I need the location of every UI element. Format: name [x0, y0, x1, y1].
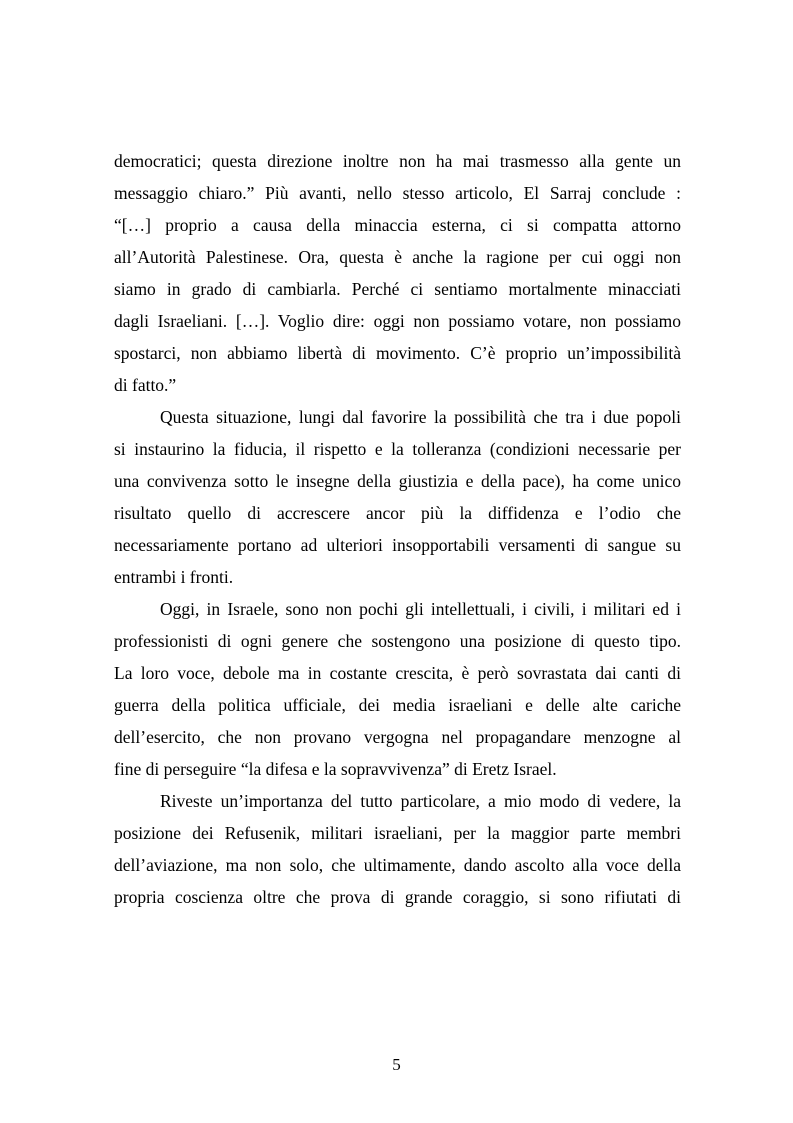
- paragraph: [114, 785, 681, 913]
- text-line: Riveste un’importanza del tutto particolare, a mio modo di vedere, la: [160, 791, 681, 811]
- paragraph: [114, 593, 681, 785]
- text-line: si instaurino la fiducia, il rispetto e la tolleranza (condizioni necessarie per: [114, 439, 681, 459]
- text-line: professionisti di ogni genere che sostengono una posizione di questo tipo.: [114, 631, 681, 651]
- text-line: di fatto.”: [114, 375, 177, 395]
- text-line: Questa situazione, lungi dal favorire la possibilità che tra i due popoli: [160, 407, 681, 427]
- text-line: dell’aviazione, ma non solo, che ultimamente, dando ascolto alla voce della: [114, 855, 681, 875]
- text-line: risultato quello di accrescere ancor più la diffidenza e l’odio che: [114, 503, 681, 523]
- text-line: La loro voce, debole ma in costante crescita, è però sovrastata dai canti di: [114, 663, 681, 683]
- paragraph: [114, 401, 681, 593]
- text-line: guerra della politica ufficiale, dei media israeliani e delle alte cariche: [114, 695, 681, 715]
- text-line: necessariamente portano ad ulteriori insopportabili versamenti di sangue su: [114, 535, 681, 555]
- text-line: fine di perseguire “la difesa e la sopravvivenza” di Eretz Israel.: [114, 759, 557, 779]
- text-line: posizione dei Refusenik, militari israeliani, per la maggior parte membri: [114, 823, 681, 843]
- text-line: dell’esercito, che non provano vergogna nel propagandare menzogne al: [114, 727, 681, 747]
- body-text: [114, 145, 681, 913]
- text-line: siamo in grado di cambiarla. Perché ci sentiamo mortalmente minacciati: [114, 279, 681, 299]
- text-line: dagli Israeliani. […]. Voglio dire: oggi non possiamo votare, non possiamo: [114, 311, 681, 331]
- paragraph: [114, 145, 681, 401]
- text-line: messaggio chiaro.” Più avanti, nello stesso articolo, El Sarraj conclude :: [114, 183, 681, 203]
- text-line: una convivenza sotto le insegne della giustizia e della pace), ha come unico: [114, 471, 681, 491]
- text-line: entrambi i fronti.: [114, 567, 234, 587]
- text-line: democratici; questa direzione inoltre non ha mai trasmesso alla gente un: [114, 151, 681, 171]
- text-line: spostarci, non abbiamo libertà di movimento. C’è proprio un’impossibilità: [114, 343, 681, 363]
- text-line: Oggi, in Israele, sono non pochi gli intellettuali, i civili, i militari ed i: [160, 599, 681, 619]
- page-number: 5: [392, 1055, 401, 1074]
- text-line: propria coscienza oltre che prova di grande coraggio, si sono rifiutati di: [114, 887, 681, 907]
- text-line: all’Autorità Palestinese. Ora, questa è anche la ragione per cui oggi non: [114, 247, 681, 267]
- text-line: “[…] proprio a causa della minaccia esterna, ci si compatta attorno: [114, 215, 681, 235]
